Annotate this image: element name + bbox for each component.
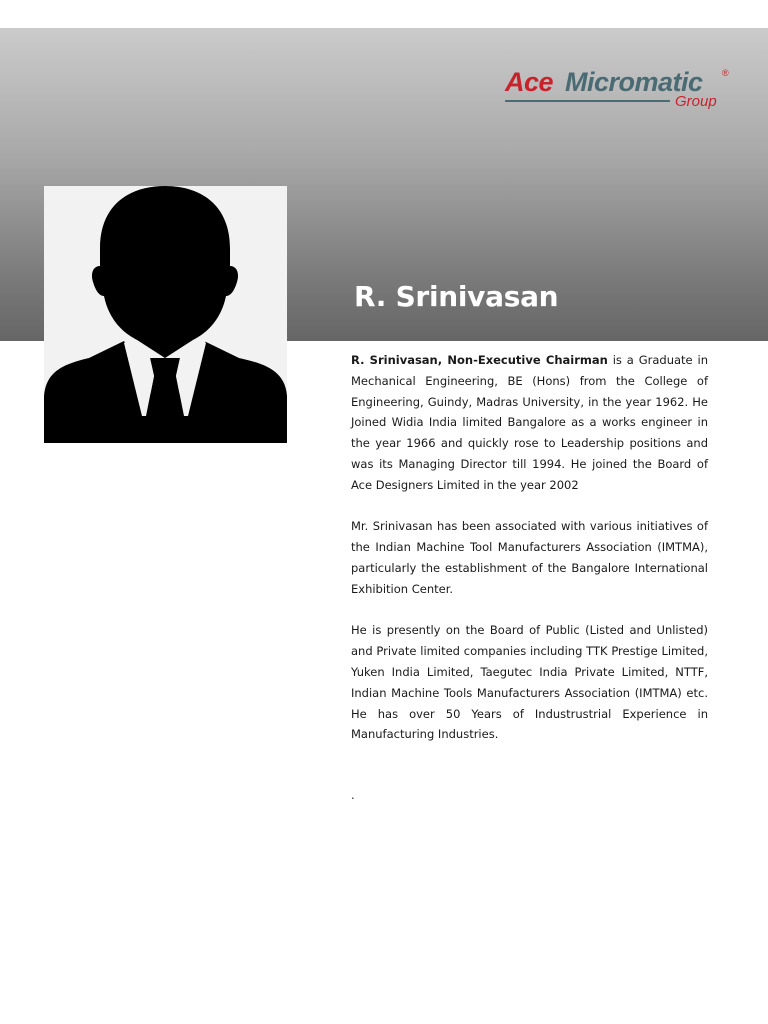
logo-word-group: Group [675, 93, 717, 110]
profile-name: R. Srinivasan [354, 280, 559, 313]
profile-photo [44, 186, 287, 443]
bio-lead-title: R. Srinivasan, Non-Executive Chairman [351, 353, 608, 367]
bio-paragraph-2: Mr. Srinivasan has been associated with various initiatives of the Indian Machine Tool Manufacturers Association (IMTMA), particularly the establishment of the Bangalore International Exhibition Center. [351, 519, 708, 596]
bio-paragraph-3: He is presently on the Board of Public (Listed and Unlisted) and Private limited companies including TTK Prestige Limited, Yuken India Limited, Taegutec India Private Limited, NTTF, Indian Machine Tools Manufacturers Association (IMTMA) etc. He has over 50 Years of Industrustrial Experience in Manufacturing Industries. [351, 623, 708, 742]
trailing-period: . [351, 788, 355, 802]
company-logo [505, 66, 735, 116]
logo-word-ace: Ace [505, 67, 554, 97]
bio-content [351, 350, 708, 766]
bio-paragraph-1 [351, 350, 708, 496]
logo-underline [505, 100, 670, 102]
bio-paragraph-1-text: is a Graduate in Mechanical Engineering, BE (Hons) from the College of Engineering, Guindy, Madras University, in the year 1962. He Joined Widia India limited Bangalore as a works engineer in the year 1966 and quickly rose to Leadership positions and was its Managing Director till 1994. He joined the Board of Ace Designers Limited in the year 2002 [351, 353, 709, 492]
person-silhouette-icon [44, 186, 287, 443]
logo-word-micromatic: Micromatic [565, 67, 703, 97]
logo-registered-mark: ® [722, 68, 729, 78]
